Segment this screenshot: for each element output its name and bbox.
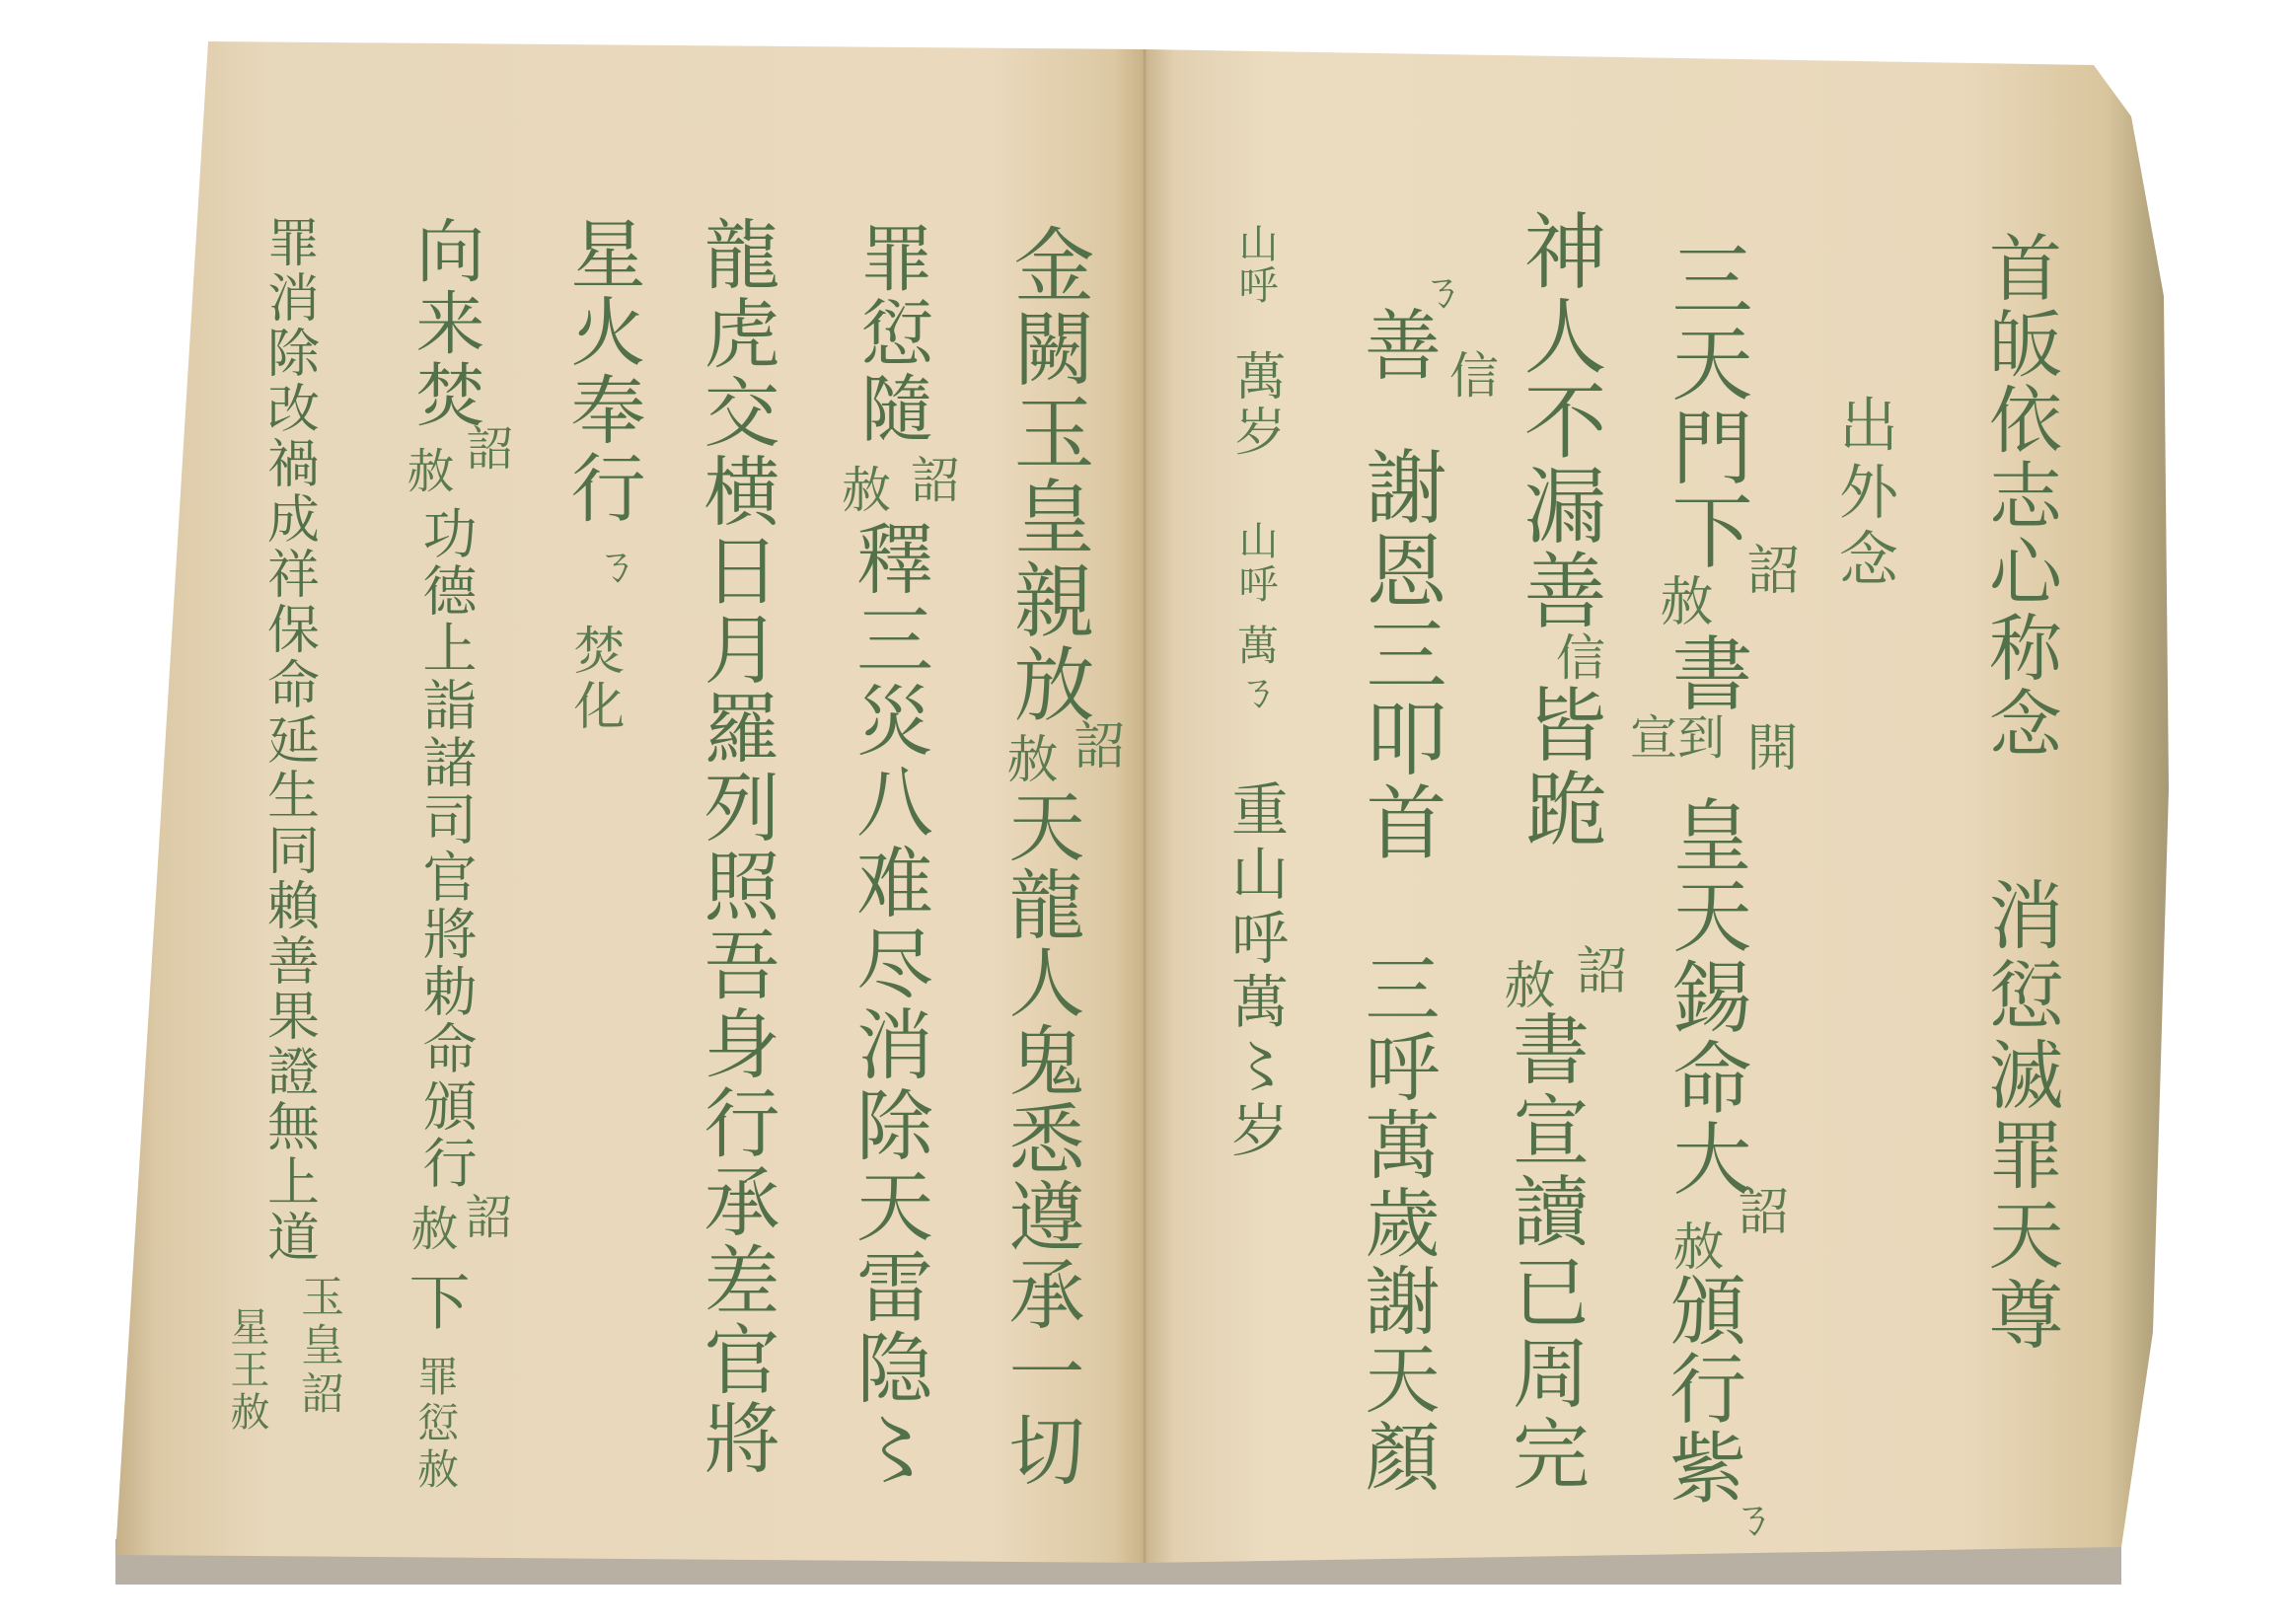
- text-run: 重山呼萬〻岁: [1222, 779, 1289, 1164]
- annotation-note: 星王赦: [224, 1306, 269, 1434]
- text-run: 書宣讀已周完: [1500, 1009, 1589, 1495]
- text-run: 天龍人鬼悉遵承一切: [996, 787, 1084, 1489]
- text-run: 罪愆隨: [849, 220, 933, 445]
- repeat-mark: ㄋ: [1413, 267, 1463, 311]
- annotation-note: 詔: [1567, 943, 1626, 995]
- annotation-note: 開: [1738, 720, 1797, 772]
- annotation-note: 罪愆赦: [411, 1355, 460, 1494]
- text-run: 首皈依志心称念: [1977, 230, 2062, 762]
- text-run: 萬ㄋ: [1231, 624, 1280, 714]
- repeat-mark: ㄋ: [1724, 1495, 1774, 1538]
- text-run: 消愆滅罪天尊: [1976, 876, 2064, 1356]
- annotation-note: 信: [1442, 349, 1499, 399]
- annotation-note: 詔: [1739, 542, 1801, 595]
- annotation-note: 赦: [399, 446, 454, 493]
- text-run: 釋三災八难尽消除天雷隐〻: [844, 519, 932, 1490]
- text-run: 萬岁: [1225, 349, 1285, 460]
- annotation-note: 信: [1548, 631, 1605, 681]
- text-run: 焚化: [564, 624, 624, 734]
- annotation-note: 宣到: [1629, 710, 1726, 766]
- annotation-note: 詔: [457, 1192, 512, 1239]
- annotation-note: 詔: [1729, 1184, 1788, 1235]
- repeat-mark: ㄋ: [587, 542, 637, 585]
- annotation-note: 赦: [1664, 1219, 1723, 1271]
- text-run: 功德上詣諸司官將勅命頒行: [413, 505, 478, 1192]
- annotation-note: 赦: [403, 1204, 458, 1251]
- text-run: 龍虎交横日月羅列照吾身行承差官將: [691, 215, 779, 1478]
- text-run: 善: [1352, 305, 1441, 382]
- text-run: 三呼萬歲謝天顏: [1353, 950, 1441, 1496]
- annotation-note: 赦: [1652, 573, 1714, 627]
- text-run: 罪消除改禍成祥保命延生同賴善果證無上道: [259, 215, 320, 1265]
- annotation-note: 赦: [998, 732, 1057, 783]
- text-run: 出外念: [1829, 394, 1898, 595]
- text-run: 山呼: [1232, 520, 1278, 607]
- text-run: 星火奉行: [558, 215, 646, 527]
- text-run: 金闕玉皇親放: [1000, 223, 1094, 726]
- text-run: 三天門下: [1659, 238, 1752, 573]
- annotation-note: 玉皇詔: [293, 1274, 343, 1419]
- annotation-note: 赦: [1495, 958, 1554, 1009]
- annotation-note: 詔: [458, 423, 513, 471]
- annotation-note: 赦: [834, 464, 891, 513]
- text-run: 神人不漏善: [1511, 208, 1607, 632]
- text-run: 皆跪: [1513, 683, 1606, 850]
- annotation-note: 詔: [1065, 718, 1124, 770]
- text-run: 頒行紫: [1657, 1270, 1745, 1507]
- text-run: 皇天錫命大: [1660, 794, 1751, 1199]
- text-run: 謝恩三叩首: [1353, 445, 1446, 864]
- annotation-note: 詔: [903, 454, 960, 503]
- text-run: 向来焚: [405, 215, 485, 431]
- text-run: 書: [1659, 631, 1752, 712]
- text-run: 山呼: [1232, 223, 1278, 306]
- text-run: 下: [399, 1270, 471, 1331]
